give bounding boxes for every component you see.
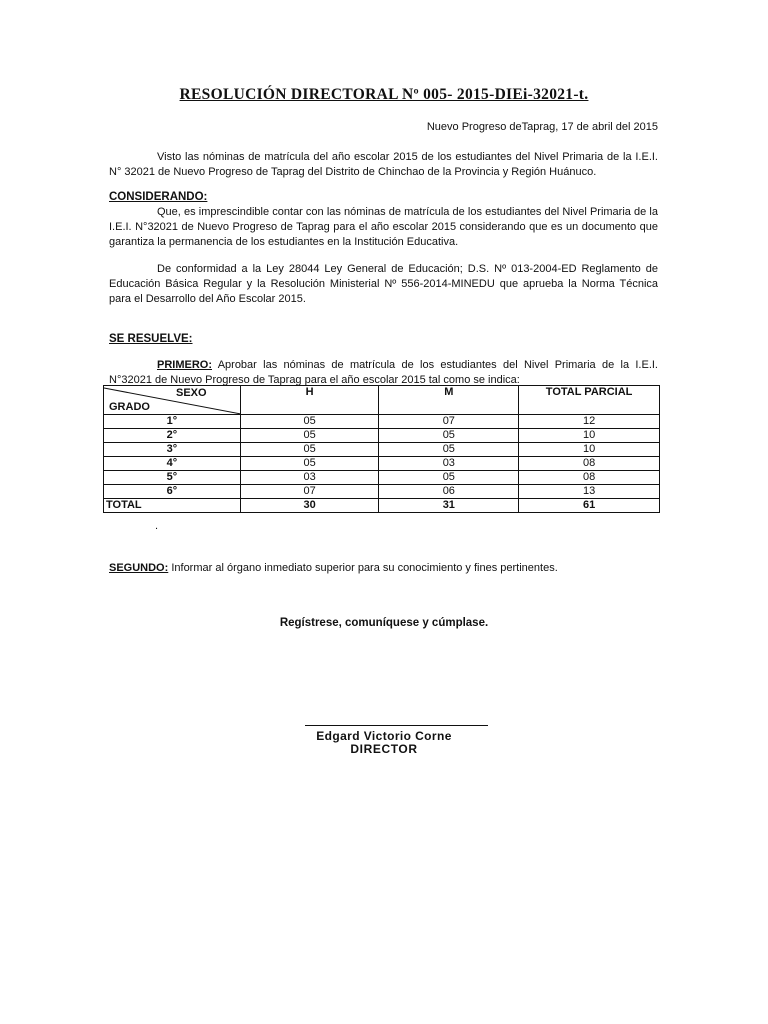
- m-cell: 06: [379, 485, 519, 499]
- h-cell: 05: [240, 415, 379, 429]
- signatory-role: DIRECTOR: [350, 742, 418, 756]
- table-total-row: [104, 499, 660, 513]
- signatory-name: Edgard Victorio Corne: [316, 729, 452, 743]
- primero-paragraph: [109, 358, 658, 388]
- total-cell: 08: [519, 457, 660, 471]
- document-title: RESOLUCIÓN DIRECTORAL Nº 005- 2015-DIEi-32021-t.: [179, 86, 589, 103]
- table-row: [104, 457, 660, 471]
- total-label: TOTAL: [104, 499, 241, 513]
- corner-sexo-label: SEXO: [176, 387, 207, 399]
- considerando-paragraph-1: Que, es imprescindible contar con las nóminas de matrícula de los estudiantes del Nivel Primaria de la I.E.I. N°32021 de Nuevo Progreso de Taprag para el año escolar 2015 considerando que es un documento que garantiza la permanencia de los estudiantes en la Institución Educativa.: [109, 206, 658, 248]
- segundo-paragraph: [109, 561, 658, 576]
- primero-label: PRIMERO:: [157, 359, 212, 371]
- stray-dot: .: [155, 520, 159, 532]
- closing-phrase: Regístrese, comuníquese y cúmplase.: [279, 617, 489, 629]
- total-cell: 08: [519, 471, 660, 485]
- h-cell: 03: [240, 471, 379, 485]
- m-cell: 05: [379, 471, 519, 485]
- h-cell: 05: [240, 443, 379, 457]
- table-header-row: [104, 386, 660, 415]
- total-h: 30: [240, 499, 379, 513]
- m-cell: 07: [379, 415, 519, 429]
- table-row: [104, 485, 660, 499]
- grade-cell: 5°: [104, 471, 241, 485]
- table-row: [104, 471, 660, 485]
- h-cell: 05: [240, 457, 379, 471]
- corner-grado-label: GRADO: [109, 401, 150, 413]
- column-header-m: M: [379, 386, 519, 415]
- h-cell: 05: [240, 429, 379, 443]
- total-grand: 61: [519, 499, 660, 513]
- table-row: [104, 429, 660, 443]
- table-row: [104, 443, 660, 457]
- grade-cell: 2°: [104, 429, 241, 443]
- considerando-paragraph-2: De conformidad a la Ley 28044 Ley General de Educación; D.S. Nº 013-2004-ED Reglamento de Educación Básica Regular y la Resolución Ministerial Nº 556-2014-MINEDU que aprueba la Norma Técnica para el Desarrollo del Año Escolar 2015.: [109, 263, 658, 305]
- total-cell: 13: [519, 485, 660, 499]
- total-cell: 12: [519, 415, 660, 429]
- enrollment-table: [103, 385, 660, 513]
- signature-line: [305, 725, 488, 726]
- table-corner-cell: [104, 386, 241, 415]
- table-row: [104, 415, 660, 429]
- total-m: 31: [379, 499, 519, 513]
- primero-text: Aprobar las nóminas de matrícula de los estudiantes del Nivel Primaria de la I.E.I. N°32021 de Nuevo Progreso de Taprag para el año escolar 2015 tal como se indica:: [109, 359, 658, 386]
- grade-cell: 1°: [104, 415, 241, 429]
- date-line: Nuevo Progreso deTaprag, 17 de abril del 2015: [426, 121, 658, 133]
- grade-cell: 4°: [104, 457, 241, 471]
- h-cell: 07: [240, 485, 379, 499]
- se-resuelve-heading: SE RESUELVE:: [109, 333, 193, 345]
- m-cell: 03: [379, 457, 519, 471]
- grade-cell: 3°: [104, 443, 241, 457]
- total-cell: 10: [519, 429, 660, 443]
- segundo-text: Informar al órgano inmediato superior para su conocimiento y fines pertinentes.: [168, 562, 558, 574]
- segundo-label: SEGUNDO:: [109, 562, 169, 574]
- considerando-heading: CONSIDERANDO:: [109, 191, 208, 203]
- m-cell: 05: [379, 443, 519, 457]
- total-cell: 10: [519, 443, 660, 457]
- m-cell: 05: [379, 429, 519, 443]
- column-header-total: TOTAL PARCIAL: [519, 386, 660, 415]
- grade-cell: 6°: [104, 485, 241, 499]
- intro-paragraph: Visto las nóminas de matrícula del año escolar 2015 de los estudiantes del Nivel Primaria de la I.E.I. N° 32021 de Nuevo Progreso de Taprag del Distrito de Chinchao de la Provincia y Región Huánuco.: [109, 151, 658, 178]
- column-header-h: H: [240, 386, 379, 415]
